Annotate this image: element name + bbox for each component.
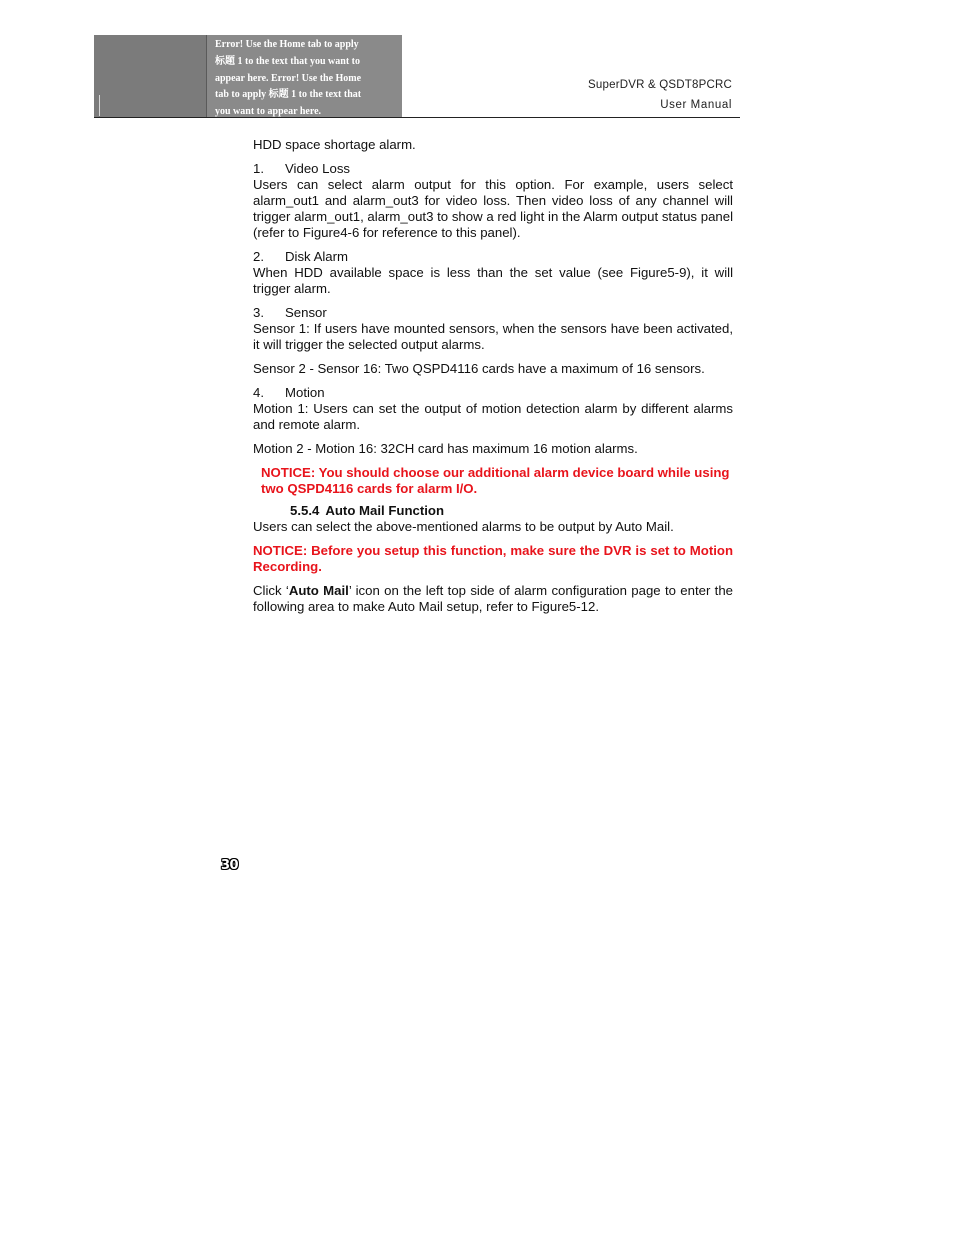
header-gray-block [94, 35, 206, 117]
header-error-text-block [206, 35, 402, 117]
header-error-line: you want to appear here. [215, 106, 322, 117]
click-suffix: ’ icon on the left top side of alarm configuration page to enter the following area to make Auto Mail setup, refer to Figure5-12. [253, 583, 733, 614]
document-body [253, 137, 733, 623]
header-error-line: 标题 1 to the text that you want to [215, 55, 360, 67]
list-item-number: 3. [253, 305, 264, 320]
list-item-title [253, 385, 733, 401]
section-text: Users can select the above-mentioned alarms to be output by Auto Mail. [253, 519, 674, 534]
list-item-number: 1. [253, 161, 264, 176]
list-item-number: 2. [253, 249, 264, 264]
list-item-paragraph: Sensor 2 - Sensor 16: Two QSPD4116 cards have a maximum of 16 sensors. [253, 361, 705, 376]
header-tick-mark [99, 95, 100, 116]
header-rule [94, 117, 740, 118]
click-instruction [253, 583, 733, 615]
list-item-paragraph: When HDD available space is less than the set value (see Figure5-9), it will trigger alarm. [253, 265, 733, 296]
section-title: Auto Mail Function [325, 503, 445, 518]
header-product-name: SuperDVR & QSDT8PCRC [588, 79, 732, 91]
header-manual-label: User Manual [660, 99, 732, 111]
section-number: 5.5.4 [290, 503, 320, 518]
intro-text: HDD space shortage alarm. [253, 137, 416, 152]
click-prefix: Click ‘ [253, 583, 289, 598]
list-item-title [253, 161, 733, 177]
auto-mail-label: Auto Mail [288, 583, 349, 598]
list-item-paragraph: Sensor 1: If users have mounted sensors, when the sensors have been activated, it will trigger the selected output alarms. [253, 321, 733, 352]
list-item-label: Sensor [285, 305, 327, 320]
notice-alarm-board: NOTICE: You should choose our additional alarm device board while using two QSPD4116 cards for alarm I/O. [261, 465, 730, 496]
header-error-line: tab to apply 标题 1 to the text that [215, 89, 362, 101]
list-item-paragraph: Users can select alarm output for this option. For example, users select alarm_out1 and alarm_out3 for video loss. Then video loss of any channel will trigger alarm_out1, alarm_out3 to show a red light in the Alarm output status panel (refer to Figure4-6 for reference to this panel). [253, 177, 733, 240]
list-item-label: Video Loss [285, 161, 351, 176]
header-error-line: Error! Use the Home tab to apply [215, 39, 359, 50]
list-item-title [253, 249, 733, 265]
list-item-title [253, 305, 733, 321]
list-item-paragraph: Motion 2 - Motion 16: 32CH card has maximum 16 motion alarms. [253, 441, 638, 456]
list-item-label: Motion [285, 385, 325, 400]
page-number: 30 [221, 858, 239, 873]
header-error-line: appear here. Error! Use the Home [215, 72, 362, 84]
list-item-label: Disk Alarm [285, 249, 349, 264]
list-item-paragraph: Motion 1: Users can set the output of motion detection alarm by different alarms and remote alarm. [253, 401, 733, 432]
section-heading [290, 503, 733, 519]
list-item-number: 4. [253, 385, 264, 400]
notice-motion-recording: NOTICE: Before you setup this function, make sure the DVR is set to Motion Recording. [253, 543, 733, 574]
